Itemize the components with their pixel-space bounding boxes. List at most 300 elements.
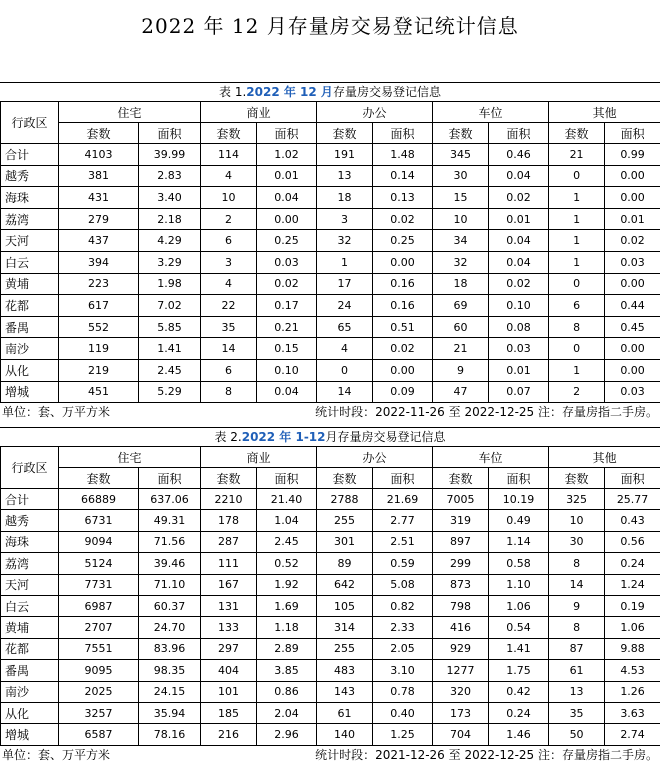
count-cell: 35 <box>549 702 605 723</box>
region-header: 行政区 <box>1 447 59 489</box>
area-cell: 0.03 <box>257 251 317 273</box>
region-cell: 海珠 <box>1 531 59 552</box>
region-cell: 南沙 <box>1 338 59 360</box>
table1-unit-note: 单位：套、万平方米 <box>2 405 111 420</box>
count-cell: 0 <box>549 273 605 295</box>
region-cell: 花都 <box>1 638 59 659</box>
area-cell: 9.88 <box>605 638 660 659</box>
area-cell: 1.18 <box>257 617 317 638</box>
area-cell: 2.04 <box>257 702 317 723</box>
count-cell: 10 <box>433 208 489 230</box>
table-row <box>1 595 660 616</box>
sub-header-count: 套数 <box>549 123 605 144</box>
region-cell: 越秀 <box>1 510 59 531</box>
table-row <box>1 316 660 338</box>
count-cell: 2788 <box>317 489 373 510</box>
area-cell: 0.02 <box>373 338 433 360</box>
area-cell: 1.06 <box>489 595 549 616</box>
area-cell: 5.29 <box>139 381 201 403</box>
sub-header-area: 面积 <box>257 123 317 144</box>
region-cell: 荔湾 <box>1 208 59 230</box>
count-cell: 873 <box>433 574 489 595</box>
count-cell: 14 <box>317 381 373 403</box>
area-cell: 0.01 <box>605 208 660 230</box>
area-cell: 0.86 <box>257 681 317 702</box>
area-cell: 2.33 <box>373 617 433 638</box>
count-cell: 14 <box>549 574 605 595</box>
area-cell: 0.99 <box>605 144 660 166</box>
area-cell: 71.56 <box>139 531 201 552</box>
region-cell: 番禺 <box>1 316 59 338</box>
table1-section <box>0 82 660 421</box>
area-cell: 0.03 <box>489 338 549 360</box>
area-cell: 21.40 <box>257 489 317 510</box>
count-cell: 21 <box>433 338 489 360</box>
area-cell: 1.92 <box>257 574 317 595</box>
count-cell: 7731 <box>59 574 139 595</box>
group-header-commercial: 商业 <box>201 447 317 468</box>
count-cell: 320 <box>433 681 489 702</box>
sub-header-count: 套数 <box>317 468 373 489</box>
area-cell: 0.56 <box>605 531 660 552</box>
sub-header-count: 套数 <box>201 468 257 489</box>
area-cell: 21.69 <box>373 489 433 510</box>
area-cell: 0.04 <box>257 187 317 209</box>
area-cell: 1.98 <box>139 273 201 295</box>
sub-header-count: 套数 <box>59 468 139 489</box>
region-cell: 白云 <box>1 595 59 616</box>
count-cell: 416 <box>433 617 489 638</box>
area-cell: 98.35 <box>139 660 201 681</box>
area-cell: 0.00 <box>373 251 433 273</box>
count-cell: 66889 <box>59 489 139 510</box>
area-cell: 1.06 <box>605 617 660 638</box>
area-cell: 7.02 <box>139 295 201 317</box>
area-cell: 0.02 <box>605 230 660 252</box>
count-cell: 167 <box>201 574 257 595</box>
count-cell: 6731 <box>59 510 139 531</box>
table1-caption-prefix: 表 1. <box>219 85 247 99</box>
area-cell: 0.24 <box>605 553 660 574</box>
area-cell: 0.17 <box>257 295 317 317</box>
count-cell: 483 <box>317 660 373 681</box>
area-cell: 0.08 <box>489 316 549 338</box>
area-cell: 78.16 <box>139 724 201 745</box>
count-cell: 929 <box>433 638 489 659</box>
count-cell: 431 <box>59 187 139 209</box>
count-cell: 185 <box>201 702 257 723</box>
count-cell: 4 <box>201 273 257 295</box>
table2-caption <box>0 427 660 446</box>
area-cell: 2.96 <box>257 724 317 745</box>
sub-header-area: 面积 <box>605 468 660 489</box>
sub-header-area: 面积 <box>489 468 549 489</box>
region-cell: 越秀 <box>1 165 59 187</box>
area-cell: 0.03 <box>605 381 660 403</box>
area-cell: 0.04 <box>489 251 549 273</box>
area-cell: 5.85 <box>139 316 201 338</box>
area-cell: 0.25 <box>257 230 317 252</box>
table-row <box>1 251 660 273</box>
area-cell: 0.04 <box>489 230 549 252</box>
area-cell: 0.82 <box>373 595 433 616</box>
area-cell: 1.25 <box>373 724 433 745</box>
table-row <box>1 660 660 681</box>
table2-footer <box>0 746 660 764</box>
region-cell: 花都 <box>1 295 59 317</box>
area-cell: 0.09 <box>373 381 433 403</box>
count-cell: 8 <box>549 316 605 338</box>
region-cell: 天河 <box>1 574 59 595</box>
area-cell: 0.00 <box>605 187 660 209</box>
area-cell: 0.01 <box>489 208 549 230</box>
count-cell: 255 <box>317 638 373 659</box>
area-cell: 0.78 <box>373 681 433 702</box>
table2-period-note: 统计时段：2021-12-26 至 2022-12-25 注：存量房指二手房。 <box>315 747 658 762</box>
group-header-residential: 住宅 <box>59 447 201 468</box>
count-cell: 314 <box>317 617 373 638</box>
count-cell: 114 <box>201 144 257 166</box>
area-cell: 0.58 <box>489 553 549 574</box>
count-cell: 4103 <box>59 144 139 166</box>
count-cell: 287 <box>201 531 257 552</box>
area-cell: 0.00 <box>605 338 660 360</box>
table-row <box>1 273 660 295</box>
area-cell: 60.37 <box>139 595 201 616</box>
table1-footer <box>0 403 660 421</box>
area-cell: 1.41 <box>139 338 201 360</box>
count-cell: 24 <box>317 295 373 317</box>
count-cell: 4 <box>317 338 373 360</box>
area-cell: 0.10 <box>489 295 549 317</box>
area-cell: 637.06 <box>139 489 201 510</box>
count-cell: 437 <box>59 230 139 252</box>
count-cell: 1277 <box>433 660 489 681</box>
count-cell: 178 <box>201 510 257 531</box>
region-cell: 增城 <box>1 381 59 403</box>
count-cell: 2 <box>549 381 605 403</box>
group-header-parking: 车位 <box>433 447 549 468</box>
group-header-office: 办公 <box>317 447 433 468</box>
group-header-other: 其他 <box>549 102 660 123</box>
area-cell: 2.89 <box>257 638 317 659</box>
count-cell: 60 <box>433 316 489 338</box>
count-cell: 6587 <box>59 724 139 745</box>
area-cell: 1.48 <box>373 144 433 166</box>
table-row <box>1 510 660 531</box>
table-row <box>1 144 660 166</box>
area-cell: 0.01 <box>489 359 549 381</box>
region-cell: 增城 <box>1 724 59 745</box>
count-cell: 451 <box>59 381 139 403</box>
count-cell: 1 <box>549 251 605 273</box>
area-cell: 0.00 <box>257 208 317 230</box>
count-cell: 319 <box>433 510 489 531</box>
count-cell: 404 <box>201 660 257 681</box>
area-cell: 0.00 <box>605 273 660 295</box>
area-cell: 0.00 <box>373 359 433 381</box>
count-cell: 13 <box>549 681 605 702</box>
count-cell: 297 <box>201 638 257 659</box>
count-cell: 704 <box>433 724 489 745</box>
count-cell: 299 <box>433 553 489 574</box>
count-cell: 191 <box>317 144 373 166</box>
count-cell: 173 <box>433 702 489 723</box>
count-cell: 325 <box>549 489 605 510</box>
count-cell: 119 <box>59 338 139 360</box>
count-cell: 216 <box>201 724 257 745</box>
table2-caption-highlight: 2022 年 1-12 <box>241 430 326 444</box>
count-cell: 111 <box>201 553 257 574</box>
count-cell: 13 <box>317 165 373 187</box>
table-row <box>1 381 660 403</box>
region-cell: 从化 <box>1 359 59 381</box>
group-header-other: 其他 <box>549 447 660 468</box>
area-cell: 0.42 <box>489 681 549 702</box>
count-cell: 30 <box>549 531 605 552</box>
area-cell: 0.04 <box>489 165 549 187</box>
area-cell: 0.40 <box>373 702 433 723</box>
area-cell: 1.02 <box>257 144 317 166</box>
area-cell: 0.02 <box>373 208 433 230</box>
area-cell: 0.59 <box>373 553 433 574</box>
count-cell: 9094 <box>59 531 139 552</box>
count-cell: 65 <box>317 316 373 338</box>
count-cell: 8 <box>201 381 257 403</box>
table2-section <box>0 427 660 764</box>
count-cell: 6987 <box>59 595 139 616</box>
count-cell: 18 <box>317 187 373 209</box>
area-cell: 71.10 <box>139 574 201 595</box>
table1-caption-highlight: 2022 年 12 月 <box>246 85 333 99</box>
area-cell: 0.25 <box>373 230 433 252</box>
area-cell: 0.45 <box>605 316 660 338</box>
count-cell: 8 <box>549 553 605 574</box>
area-cell: 0.02 <box>257 273 317 295</box>
area-cell: 3.40 <box>139 187 201 209</box>
table2-caption-suffix: 月存量房交易登记信息 <box>325 430 446 444</box>
count-cell: 10 <box>549 510 605 531</box>
page-title: 2022 年 12 月存量房交易登记统计信息 <box>141 14 519 38</box>
table-row <box>1 187 660 209</box>
region-header: 行政区 <box>1 102 59 144</box>
area-cell: 39.46 <box>139 553 201 574</box>
count-cell: 2 <box>201 208 257 230</box>
area-cell: 5.08 <box>373 574 433 595</box>
count-cell: 87 <box>549 638 605 659</box>
region-cell: 合计 <box>1 144 59 166</box>
region-cell: 黄埔 <box>1 617 59 638</box>
sub-header-count: 套数 <box>549 468 605 489</box>
region-cell: 白云 <box>1 251 59 273</box>
count-cell: 798 <box>433 595 489 616</box>
table-row <box>1 489 660 510</box>
table-row <box>1 574 660 595</box>
count-cell: 101 <box>201 681 257 702</box>
sub-header-area: 面积 <box>373 468 433 489</box>
count-cell: 21 <box>549 144 605 166</box>
region-cell: 番禺 <box>1 660 59 681</box>
sub-header-count: 套数 <box>433 123 489 144</box>
count-cell: 8 <box>549 617 605 638</box>
area-cell: 1.41 <box>489 638 549 659</box>
count-cell: 6 <box>201 230 257 252</box>
area-cell: 2.45 <box>139 359 201 381</box>
sub-header-count: 套数 <box>59 123 139 144</box>
sub-header-area: 面积 <box>139 468 201 489</box>
area-cell: 24.70 <box>139 617 201 638</box>
group-header-parking: 车位 <box>433 102 549 123</box>
area-cell: 2.18 <box>139 208 201 230</box>
region-cell: 荔湾 <box>1 553 59 574</box>
table2 <box>0 446 660 746</box>
area-cell: 0.51 <box>373 316 433 338</box>
area-cell: 0.04 <box>257 381 317 403</box>
area-cell: 0.46 <box>489 144 549 166</box>
table-row <box>1 617 660 638</box>
count-cell: 4 <box>201 165 257 187</box>
count-cell: 89 <box>317 553 373 574</box>
count-cell: 131 <box>201 595 257 616</box>
table-row <box>1 702 660 723</box>
area-cell: 0.00 <box>605 165 660 187</box>
count-cell: 381 <box>59 165 139 187</box>
count-cell: 1 <box>549 230 605 252</box>
count-cell: 15 <box>433 187 489 209</box>
count-cell: 30 <box>433 165 489 187</box>
area-cell: 0.15 <box>257 338 317 360</box>
count-cell: 17 <box>317 273 373 295</box>
area-cell: 1.46 <box>489 724 549 745</box>
area-cell: 0.43 <box>605 510 660 531</box>
count-cell: 897 <box>433 531 489 552</box>
group-header-residential: 住宅 <box>59 102 201 123</box>
area-cell: 2.77 <box>373 510 433 531</box>
count-cell: 2210 <box>201 489 257 510</box>
count-cell: 5124 <box>59 553 139 574</box>
count-cell: 6 <box>201 359 257 381</box>
count-cell: 301 <box>317 531 373 552</box>
count-cell: 34 <box>433 230 489 252</box>
count-cell: 0 <box>549 165 605 187</box>
area-cell: 0.24 <box>489 702 549 723</box>
count-cell: 255 <box>317 510 373 531</box>
area-cell: 2.51 <box>373 531 433 552</box>
area-cell: 83.96 <box>139 638 201 659</box>
area-cell: 0.54 <box>489 617 549 638</box>
count-cell: 9 <box>549 595 605 616</box>
area-cell: 0.02 <box>489 273 549 295</box>
area-cell: 0.16 <box>373 295 433 317</box>
area-cell: 0.16 <box>373 273 433 295</box>
table1 <box>0 101 660 403</box>
count-cell: 47 <box>433 381 489 403</box>
region-cell: 合计 <box>1 489 59 510</box>
count-cell: 1 <box>549 359 605 381</box>
count-cell: 9095 <box>59 660 139 681</box>
count-cell: 32 <box>317 230 373 252</box>
area-cell: 2.45 <box>257 531 317 552</box>
area-cell: 3.85 <box>257 660 317 681</box>
table1-caption-suffix: 存量房交易登记信息 <box>332 85 441 99</box>
table-row <box>1 638 660 659</box>
count-cell: 617 <box>59 295 139 317</box>
area-cell: 1.14 <box>489 531 549 552</box>
table-row <box>1 681 660 702</box>
area-cell: 1.04 <box>257 510 317 531</box>
sub-header-area: 面积 <box>373 123 433 144</box>
area-cell: 0.10 <box>257 359 317 381</box>
area-cell: 0.52 <box>257 553 317 574</box>
area-cell: 2.83 <box>139 165 201 187</box>
table-row <box>1 338 660 360</box>
count-cell: 1 <box>317 251 373 273</box>
area-cell: 10.19 <box>489 489 549 510</box>
count-cell: 133 <box>201 617 257 638</box>
area-cell: 35.94 <box>139 702 201 723</box>
area-cell: 25.77 <box>605 489 660 510</box>
count-cell: 642 <box>317 574 373 595</box>
area-cell: 2.74 <box>605 724 660 745</box>
area-cell: 49.31 <box>139 510 201 531</box>
count-cell: 6 <box>549 295 605 317</box>
count-cell: 3 <box>317 208 373 230</box>
area-cell: 3.10 <box>373 660 433 681</box>
table2-caption-prefix: 表 2. <box>214 430 242 444</box>
area-cell: 0.13 <box>373 187 433 209</box>
count-cell: 50 <box>549 724 605 745</box>
table1-caption <box>0 82 660 101</box>
sub-header-area: 面积 <box>257 468 317 489</box>
area-cell: 1.10 <box>489 574 549 595</box>
area-cell: 0.49 <box>489 510 549 531</box>
count-cell: 14 <box>201 338 257 360</box>
group-header-office: 办公 <box>317 102 433 123</box>
count-cell: 9 <box>433 359 489 381</box>
area-cell: 0.03 <box>605 251 660 273</box>
table-row <box>1 208 660 230</box>
count-cell: 61 <box>549 660 605 681</box>
count-cell: 0 <box>317 359 373 381</box>
count-cell: 143 <box>317 681 373 702</box>
count-cell: 1 <box>549 187 605 209</box>
group-header-commercial: 商业 <box>201 102 317 123</box>
count-cell: 10 <box>201 187 257 209</box>
table-row <box>1 295 660 317</box>
count-cell: 223 <box>59 273 139 295</box>
table-row <box>1 724 660 745</box>
count-cell: 105 <box>317 595 373 616</box>
area-cell: 3.63 <box>605 702 660 723</box>
area-cell: 0.21 <box>257 316 317 338</box>
count-cell: 2025 <box>59 681 139 702</box>
sub-header-count: 套数 <box>317 123 373 144</box>
area-cell: 2.05 <box>373 638 433 659</box>
area-cell: 24.15 <box>139 681 201 702</box>
sub-header-area: 面积 <box>139 123 201 144</box>
count-cell: 61 <box>317 702 373 723</box>
region-cell: 海珠 <box>1 187 59 209</box>
count-cell: 0 <box>549 338 605 360</box>
table-row <box>1 531 660 552</box>
area-cell: 1.24 <box>605 574 660 595</box>
region-cell: 天河 <box>1 230 59 252</box>
sub-header-area: 面积 <box>489 123 549 144</box>
table2-unit-note: 单位：套、万平方米 <box>2 747 111 762</box>
region-cell: 从化 <box>1 702 59 723</box>
table-row <box>1 230 660 252</box>
table1-period-note: 统计时段：2022-11-26 至 2022-12-25 注：存量房指二手房。 <box>315 405 658 420</box>
